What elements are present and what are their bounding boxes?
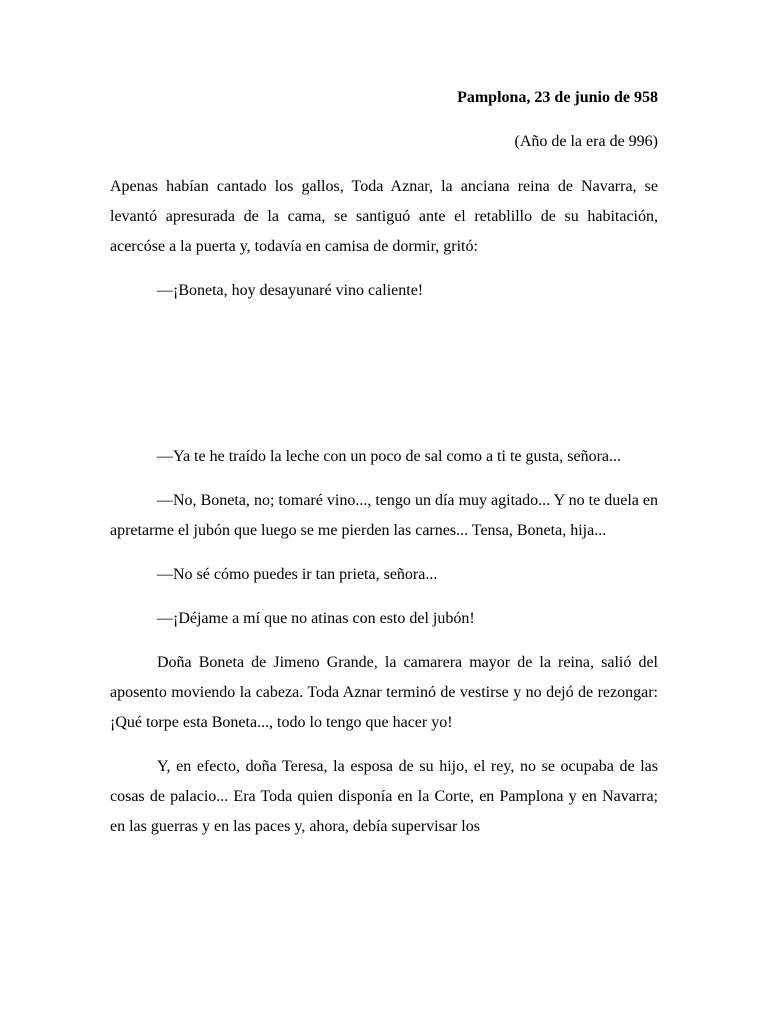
paragraph-narration: Y, en efecto, doña Teresa, la esposa de su hijo, el rey, no se ocupaba de las cosas de palacio... Era Toda quien disponía en la Corte, en Pamplona y en Navarra; en las guerras y en las paces y, ahora, debía supervisar los xyxy=(110,758,658,835)
dialogue-line: —No sé cómo puedes ir tan prieta, señora... xyxy=(157,566,438,583)
document-page xyxy=(110,84,658,842)
era-note: (Año de la era de 996) xyxy=(514,133,658,150)
paragraph-opening: Apenas habían cantado los gallos, Toda Aznar, la anciana reina de Navarra, se levantó apresurada de la cama, se santiguó ante el retablillo de su habitación, acercóse a la puerta y, todavía en camisa de dormir, gritó: xyxy=(110,178,658,255)
paragraph-narration: Doña Boneta de Jimeno Grande, la camarera mayor de la reina, salió del aposento moviendo la cabeza. Toda Aznar terminó de vestirse y no dejó de rezongar: ¡Qué torpe esta Boneta..., todo lo tengo que hacer yo! xyxy=(110,654,658,731)
dialogue-line: —Ya te he traído la leche con un poco de sal como a ti te gusta, señora... xyxy=(157,448,622,465)
dialogue-line: —¡Déjame a mí que no atinas con esto del jubón! xyxy=(157,610,475,627)
dialogue-line: —¡Boneta, hoy desayunaré vino caliente! xyxy=(157,282,424,299)
dialogue-line: —No, Boneta, no; tomaré vino..., tengo un día muy agitado... Y no te duela en apretarme el jubón que luego se me pierden las carnes... Tensa, Boneta, hija... xyxy=(110,492,658,539)
place-date-heading: Pamplona, 23 de junio de 958 xyxy=(457,89,658,106)
